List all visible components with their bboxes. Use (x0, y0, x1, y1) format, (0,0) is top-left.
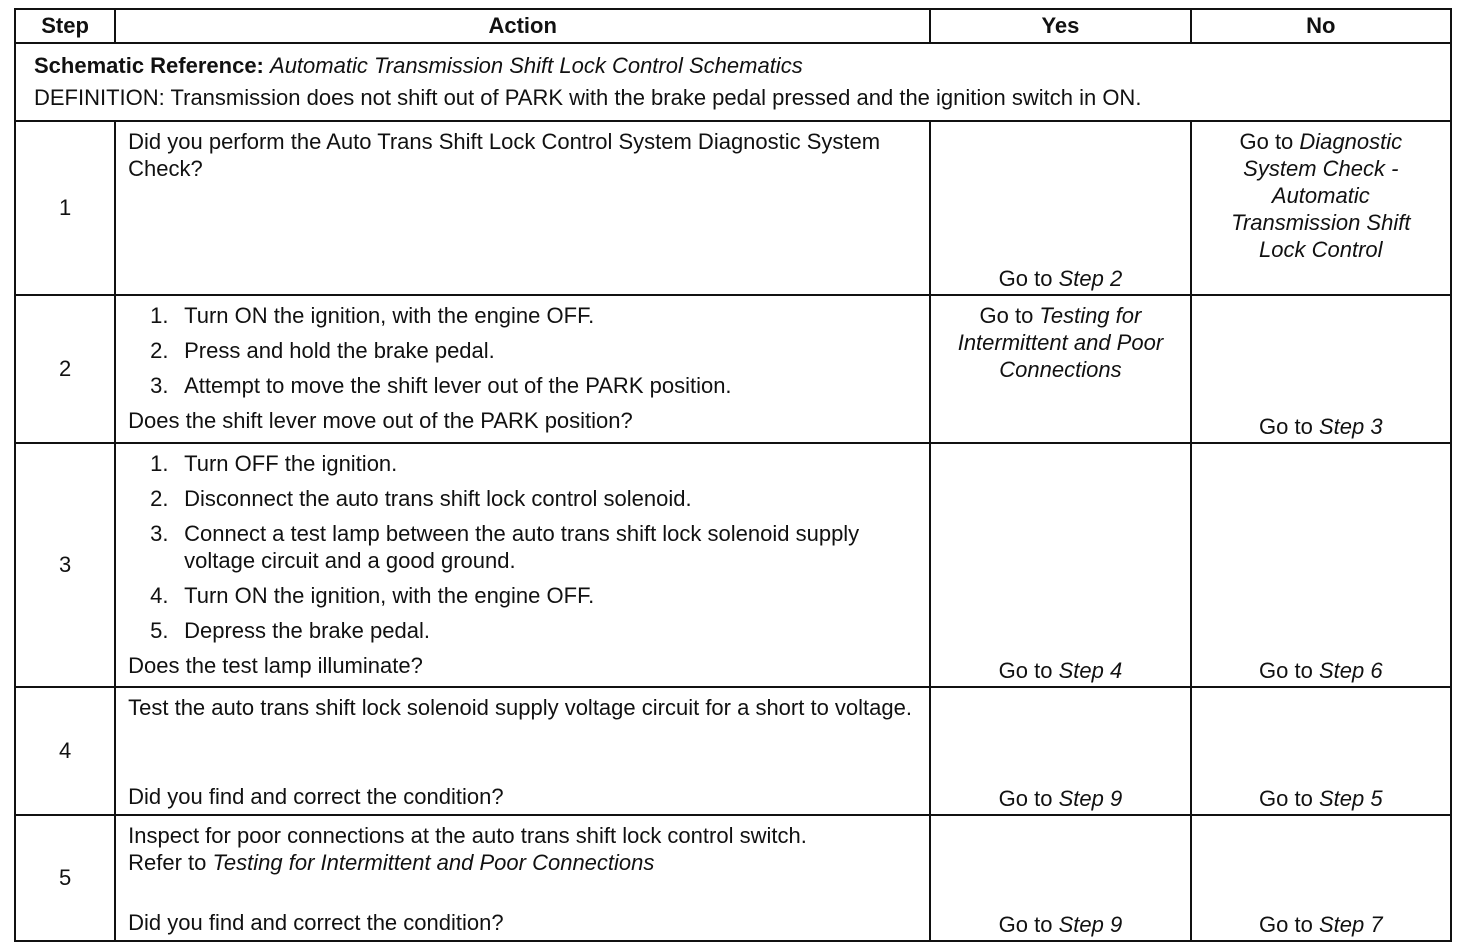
no-cell (1191, 121, 1451, 295)
yes-result[interactable] (931, 785, 1189, 812)
refer-prefix: Refer to (128, 850, 213, 875)
action-cell (115, 687, 930, 815)
list-item: 3. Connect a test lamp between the auto trans shift lock solenoid supply voltage circuit and a good ground. (150, 521, 860, 573)
no-result[interactable] (1192, 785, 1450, 812)
schematic-reference-link[interactable]: Automatic Transmission Shift Lock Control Schematics (270, 53, 803, 78)
yes-cell (930, 295, 1190, 443)
step-number: 3 (15, 443, 115, 687)
table-row (15, 443, 1451, 687)
step-number: 4 (15, 687, 115, 815)
yes-link[interactable]: Testing for Intermittent and Poor Connections (957, 303, 1164, 382)
list-item: 2. Disconnect the auto trans shift lock control solenoid. (150, 486, 692, 511)
yes-cell (930, 121, 1190, 295)
list-item-text: Press and hold the brake pedal. (184, 338, 495, 363)
action-cell (115, 121, 930, 295)
table-row (15, 121, 1451, 295)
yes-result[interactable] (931, 911, 1189, 938)
yes-link[interactable]: Step 9 (1058, 786, 1123, 811)
table-row (15, 687, 1451, 815)
list-item: 1. Turn OFF the ignition. (150, 451, 398, 476)
table-row (15, 295, 1451, 443)
procedure-list (128, 302, 919, 399)
question-text: Did you find and correct the condition? (128, 910, 504, 935)
no-link[interactable]: Step 3 (1318, 414, 1383, 439)
no-cell (1191, 295, 1451, 443)
yes-link[interactable]: Step 4 (1058, 658, 1123, 683)
yes-prefix: Go to (979, 303, 1040, 328)
list-item-text: Turn ON the ignition, with the engine OFF. (184, 583, 595, 608)
header-row (15, 9, 1451, 43)
reference-cell (15, 43, 1451, 121)
step-number: 5 (15, 815, 115, 941)
no-prefix: Go to (1259, 912, 1319, 937)
question-text: Did you find and correct the condition? (128, 784, 504, 809)
step-number: 1 (15, 121, 115, 295)
yes-result[interactable] (931, 296, 1189, 383)
no-link[interactable]: Diagnostic System Check - Automatic Transmission Shift Lock Control (1231, 129, 1411, 262)
yes-link[interactable]: Step 2 (1058, 266, 1123, 291)
definition-text: DEFINITION: Transmission does not shift out of PARK with the brake pedal pressed and the ignition switch in ON. (34, 85, 1142, 110)
list-item-text: Disconnect the auto trans shift lock control solenoid. (184, 486, 692, 511)
no-link[interactable]: Step 6 (1318, 658, 1383, 683)
list-item-text: Depress the brake pedal. (184, 618, 430, 643)
list-item-text: Turn ON the ignition, with the engine OFF. (184, 303, 595, 328)
no-prefix: Go to (1259, 658, 1319, 683)
yes-prefix: Go to (998, 786, 1059, 811)
no-cell (1191, 687, 1451, 815)
list-item: 1. Turn ON the ignition, with the engine OFF. (150, 303, 595, 328)
list-item: 4. Turn ON the ignition, with the engine OFF. (150, 583, 595, 608)
no-result[interactable] (1192, 413, 1450, 440)
yes-cell (930, 815, 1190, 941)
list-item: 5. Depress the brake pedal. (150, 618, 430, 643)
header-action: Action (115, 9, 930, 43)
no-cell (1191, 443, 1451, 687)
reference-row (15, 43, 1451, 121)
yes-result[interactable] (931, 265, 1189, 292)
yes-result[interactable] (931, 657, 1189, 684)
header-yes: Yes (930, 9, 1190, 43)
no-result[interactable] (1192, 122, 1450, 263)
list-item-text: Attempt to move the shift lever out of the PARK position. (184, 373, 732, 398)
list-item: 3. Attempt to move the shift lever out of the PARK position. (150, 373, 732, 398)
no-result[interactable] (1192, 657, 1450, 684)
header-no: No (1191, 9, 1451, 43)
yes-link[interactable]: Step 9 (1058, 912, 1123, 937)
action-text: Did you perform the Auto Trans Shift Lock Control System Diagnostic System Check? (128, 129, 881, 181)
action-text: Inspect for poor connections at the auto trans shift lock control switch. (128, 823, 807, 848)
yes-cell (930, 687, 1190, 815)
action-cell (115, 295, 930, 443)
yes-prefix: Go to (998, 658, 1059, 683)
no-link[interactable]: Step 7 (1318, 912, 1383, 937)
question-text: Does the test lamp illuminate? (128, 653, 423, 678)
no-prefix: Go to (1239, 129, 1300, 154)
refer-text (128, 849, 919, 876)
no-link[interactable]: Step 5 (1318, 786, 1383, 811)
refer-link[interactable]: Testing for Intermittent and Poor Connections (212, 850, 655, 875)
no-prefix: Go to (1259, 414, 1319, 439)
action-text: Test the auto trans shift lock solenoid supply voltage circuit for a short to voltage. (128, 695, 912, 720)
step-number: 2 (15, 295, 115, 443)
yes-prefix: Go to (998, 912, 1059, 937)
diagnostic-table (14, 8, 1452, 942)
schematic-reference (34, 52, 1432, 84)
action-cell (115, 443, 930, 687)
schematic-reference-label: Schematic Reference: (34, 53, 264, 78)
no-prefix: Go to (1259, 786, 1319, 811)
list-item: 2. Press and hold the brake pedal. (150, 338, 495, 363)
action-cell (115, 815, 930, 941)
list-item-text: Connect a test lamp between the auto trans shift lock solenoid supply voltage circuit and a good ground. (184, 521, 860, 573)
procedure-list (128, 450, 919, 644)
table-row (15, 815, 1451, 941)
no-cell (1191, 815, 1451, 941)
header-step: Step (15, 9, 115, 43)
no-result[interactable] (1192, 911, 1450, 938)
yes-prefix: Go to (998, 266, 1059, 291)
yes-cell (930, 443, 1190, 687)
question-text: Does the shift lever move out of the PARK position? (128, 408, 633, 433)
list-item-text: Turn OFF the ignition. (184, 451, 398, 476)
